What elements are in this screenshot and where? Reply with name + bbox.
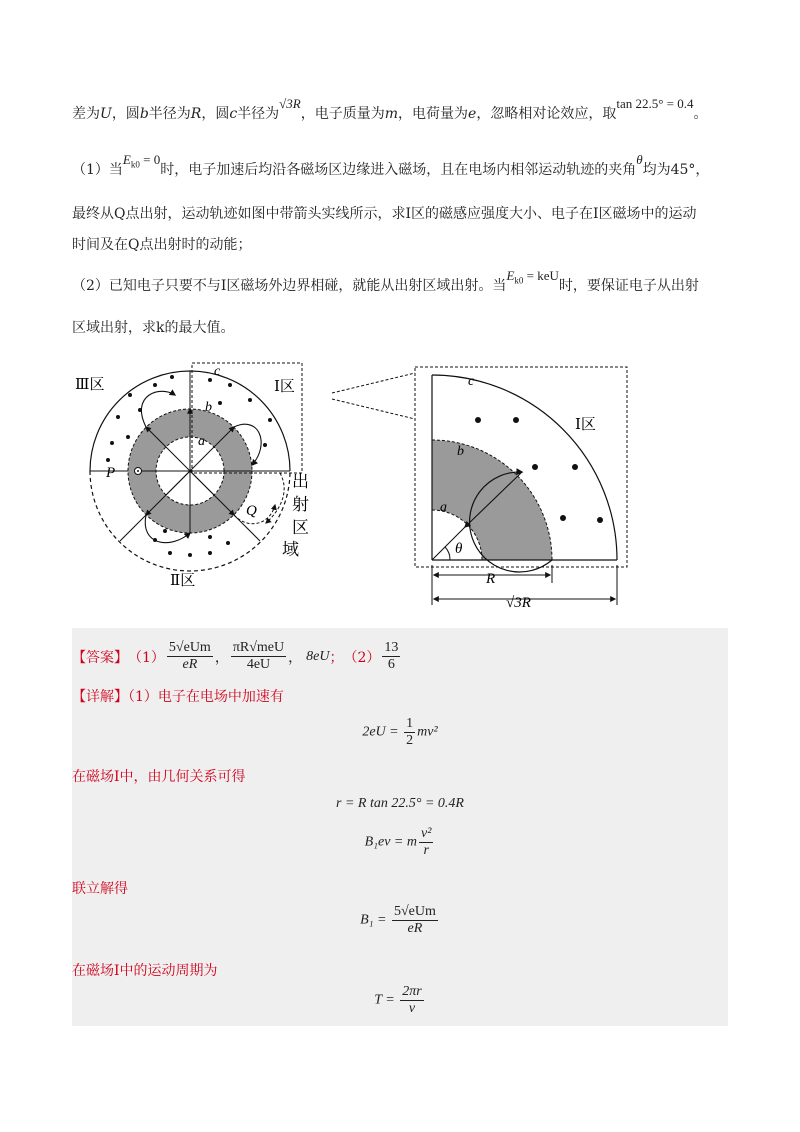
svg-text:R: R [486,571,496,587]
physics-figure [70,355,670,615]
problem-line-5: （2）已知电子只要不与Ⅰ区磁场外边界相碰，就能从出射区域出射。当$E_{k0}$ = keU时，要保证电子从出射 [72,268,699,294]
label-region-1: Ⅰ区 [274,379,295,395]
answer-line: 【答案】 （1） $\frac{\text{5√eUm}}{eR}$ ， $\frac{\text{πR√meU}}{4eU}$ ， 8eU ； （2） $\frac{13}{6}$ [72,640,399,672]
answer-frac-2: $\frac{\text{πR√meU}}{4eU}$ [232,640,285,672]
svg-text:c: c [214,364,221,379]
equation-2: r = R tan 22.5° = 0.4R [336,796,464,811]
detail-intro: 【详解】（1）电子在电场中加速有 [72,689,284,705]
svg-text:域: 域 [282,540,299,559]
ek0-keu: $E_{k0}$ = keU [506,268,559,286]
equation-4: B₁ = $\frac{\text{5√eUm}}{eR}$ [360,904,436,936]
svg-text:a: a [440,500,447,515]
svg-text:a: a [198,434,205,449]
answer-frac-3: $\frac{13}{6}$ [384,640,399,672]
problem-line-6: 区域出射，求k的最大值。 [72,320,235,336]
svg-text:θ: θ [455,541,463,557]
svg-text:区: 区 [292,518,309,537]
svg-text:√3R: √3R [506,595,531,611]
left-diagram [75,363,415,589]
svg-text:Ⅰ区: Ⅰ区 [575,417,596,433]
svg-text:P: P [106,465,116,481]
problem-line-1: 差为U，圆b半径为R，圆c半径为√3R，电子质量为m，电荷量为e，忽略相对论效应，取tan 22.5° = 0.4。 [72,96,708,122]
svg-text:Q: Q [246,503,257,519]
tan-expression: tan 22.5° = 0.4 [616,96,694,111]
detail-text-3: 联立解得 [72,881,128,897]
svg-text:c: c [468,374,475,389]
answer-frac-1: $\frac{\text{5√eUm}}{eR}$ [168,640,211,672]
answer-ek: 8eU [306,648,330,664]
problem-line-2: （1）当$E_{k0} = 0$时，电子加速后均沿各磁场区边缘进入磁场，且在电场内相邻运动轨迹的夹角θ均为45°， [72,152,710,178]
svg-text:射: 射 [292,495,309,514]
answer-label: 【答案】 [72,649,128,666]
ek0-condition: $E_{k0} = 0$ [122,152,161,170]
answer-section [72,628,728,1026]
detail-text-2: 在磁场Ⅰ中，由几何关系可得 [72,769,246,785]
detail-text-4: 在磁场Ⅰ中的运动周期为 [72,963,218,979]
right-diagram [415,367,627,611]
equation-3: B₁ev = m $\frac{\text{v²}}{r}$ [364,826,432,858]
svg-text:b: b [205,400,212,415]
problem-line-4: 时间及在Q点出射时的动能； [72,237,252,253]
svg-text:出: 出 [292,472,309,491]
label-region-2: Ⅱ区 [170,573,196,589]
equation-5: T = $\frac{2\pi r}{v}$ [374,984,422,1016]
detail-label: 【详解】 [72,689,128,705]
problem-line-3: 最终从Q点出射，运动轨迹如图中带箭头实线所示，求Ⅰ区的磁感应强度大小、电子在Ⅰ区磁场中的运动 [72,206,697,222]
svg-text:b: b [457,444,464,459]
equation-1: 2eU = $\frac{1}{2}$ mv² [362,716,438,748]
sqrt3r-expression: √3R [279,96,301,111]
label-region-3: Ⅲ区 [75,377,105,393]
